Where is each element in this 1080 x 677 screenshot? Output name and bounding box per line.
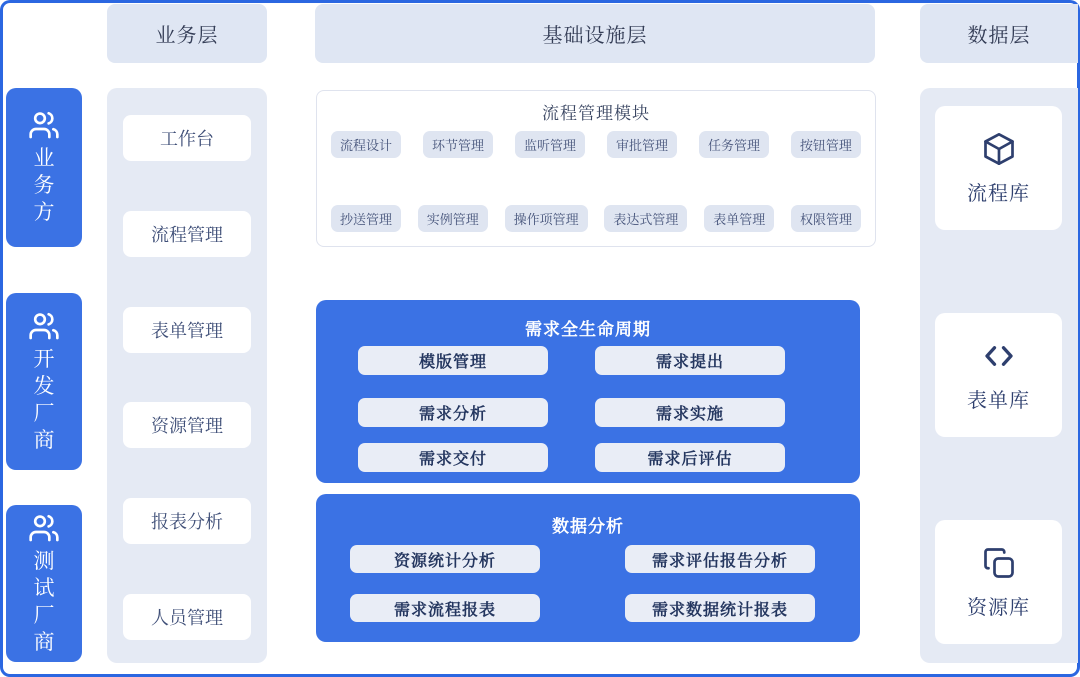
business-item-workbench: 工作台 (123, 115, 251, 161)
module-chip: 表单管理 (704, 205, 774, 232)
business-item-process-mgmt: 流程管理 (123, 211, 251, 257)
users-icon (28, 310, 60, 342)
lifecycle-item: 需求后评估 (595, 443, 785, 472)
business-item-form-mgmt: 表单管理 (123, 307, 251, 353)
actor-label: 测试厂商 (33, 549, 55, 654)
actor-label: 业务方 (33, 147, 55, 224)
module-chip: 审批管理 (607, 131, 677, 158)
business-item-report-analysis: 报表分析 (123, 498, 251, 544)
data-analysis-panel (316, 494, 860, 642)
lifecycle-item: 需求实施 (595, 398, 785, 427)
data-store-resource-repo (935, 520, 1062, 644)
data-store-label: 流程库 (967, 182, 1030, 205)
users-icon (28, 109, 60, 141)
actor-label: 开发厂商 (33, 347, 55, 452)
actor-business (6, 88, 82, 247)
process-module-panel (316, 90, 876, 247)
copy-icon (981, 545, 1017, 581)
cube-icon (981, 131, 1017, 167)
actor-test-vendor (6, 505, 82, 662)
lifecycle-panel (316, 300, 860, 483)
module-chip: 任务管理 (699, 131, 769, 158)
process-module-title: 流程管理模块 (542, 104, 650, 123)
lifecycle-title: 需求全生命周期 (525, 320, 651, 339)
data-store-label: 资源库 (967, 596, 1030, 619)
analysis-item: 资源统计分析 (350, 545, 540, 573)
actor-dev-vendor (6, 293, 82, 470)
users-icon (28, 512, 60, 544)
lifecycle-item: 需求分析 (358, 398, 548, 427)
header-business-layer: 业务层 (107, 4, 267, 63)
module-chip: 实例管理 (418, 205, 488, 232)
data-store-form-repo (935, 313, 1062, 437)
process-module-chip-row-2 (317, 205, 875, 232)
module-chip: 表达式管理 (604, 205, 687, 232)
header-infrastructure-layer: 基础设施层 (315, 4, 875, 63)
header-data-layer: 数据层 (920, 4, 1078, 63)
module-chip: 抄送管理 (331, 205, 401, 232)
lifecycle-item: 模版管理 (358, 346, 548, 375)
lifecycle-item: 需求提出 (595, 346, 785, 375)
module-chip: 按钮管理 (791, 131, 861, 158)
process-module-chip-row-1 (317, 131, 875, 158)
data-store-label: 表单库 (967, 389, 1030, 412)
analysis-item: 需求数据统计报表 (625, 594, 815, 622)
business-item-resource-mgmt: 资源管理 (123, 402, 251, 448)
module-chip: 权限管理 (791, 205, 861, 232)
module-chip: 操作项管理 (505, 205, 588, 232)
analysis-item: 需求评估报告分析 (625, 545, 815, 573)
module-chip: 流程设计 (331, 131, 401, 158)
module-chip: 监听管理 (515, 131, 585, 158)
lifecycle-item: 需求交付 (358, 443, 548, 472)
analysis-item: 需求流程报表 (350, 594, 540, 622)
data-analysis-title: 数据分析 (552, 517, 624, 536)
business-item-personnel-mgmt: 人员管理 (123, 594, 251, 640)
module-chip: 环节管理 (423, 131, 493, 158)
business-layer-column (107, 88, 267, 663)
data-store-process-repo (935, 106, 1062, 230)
data-layer-column (920, 88, 1078, 663)
code-icon (981, 338, 1017, 374)
